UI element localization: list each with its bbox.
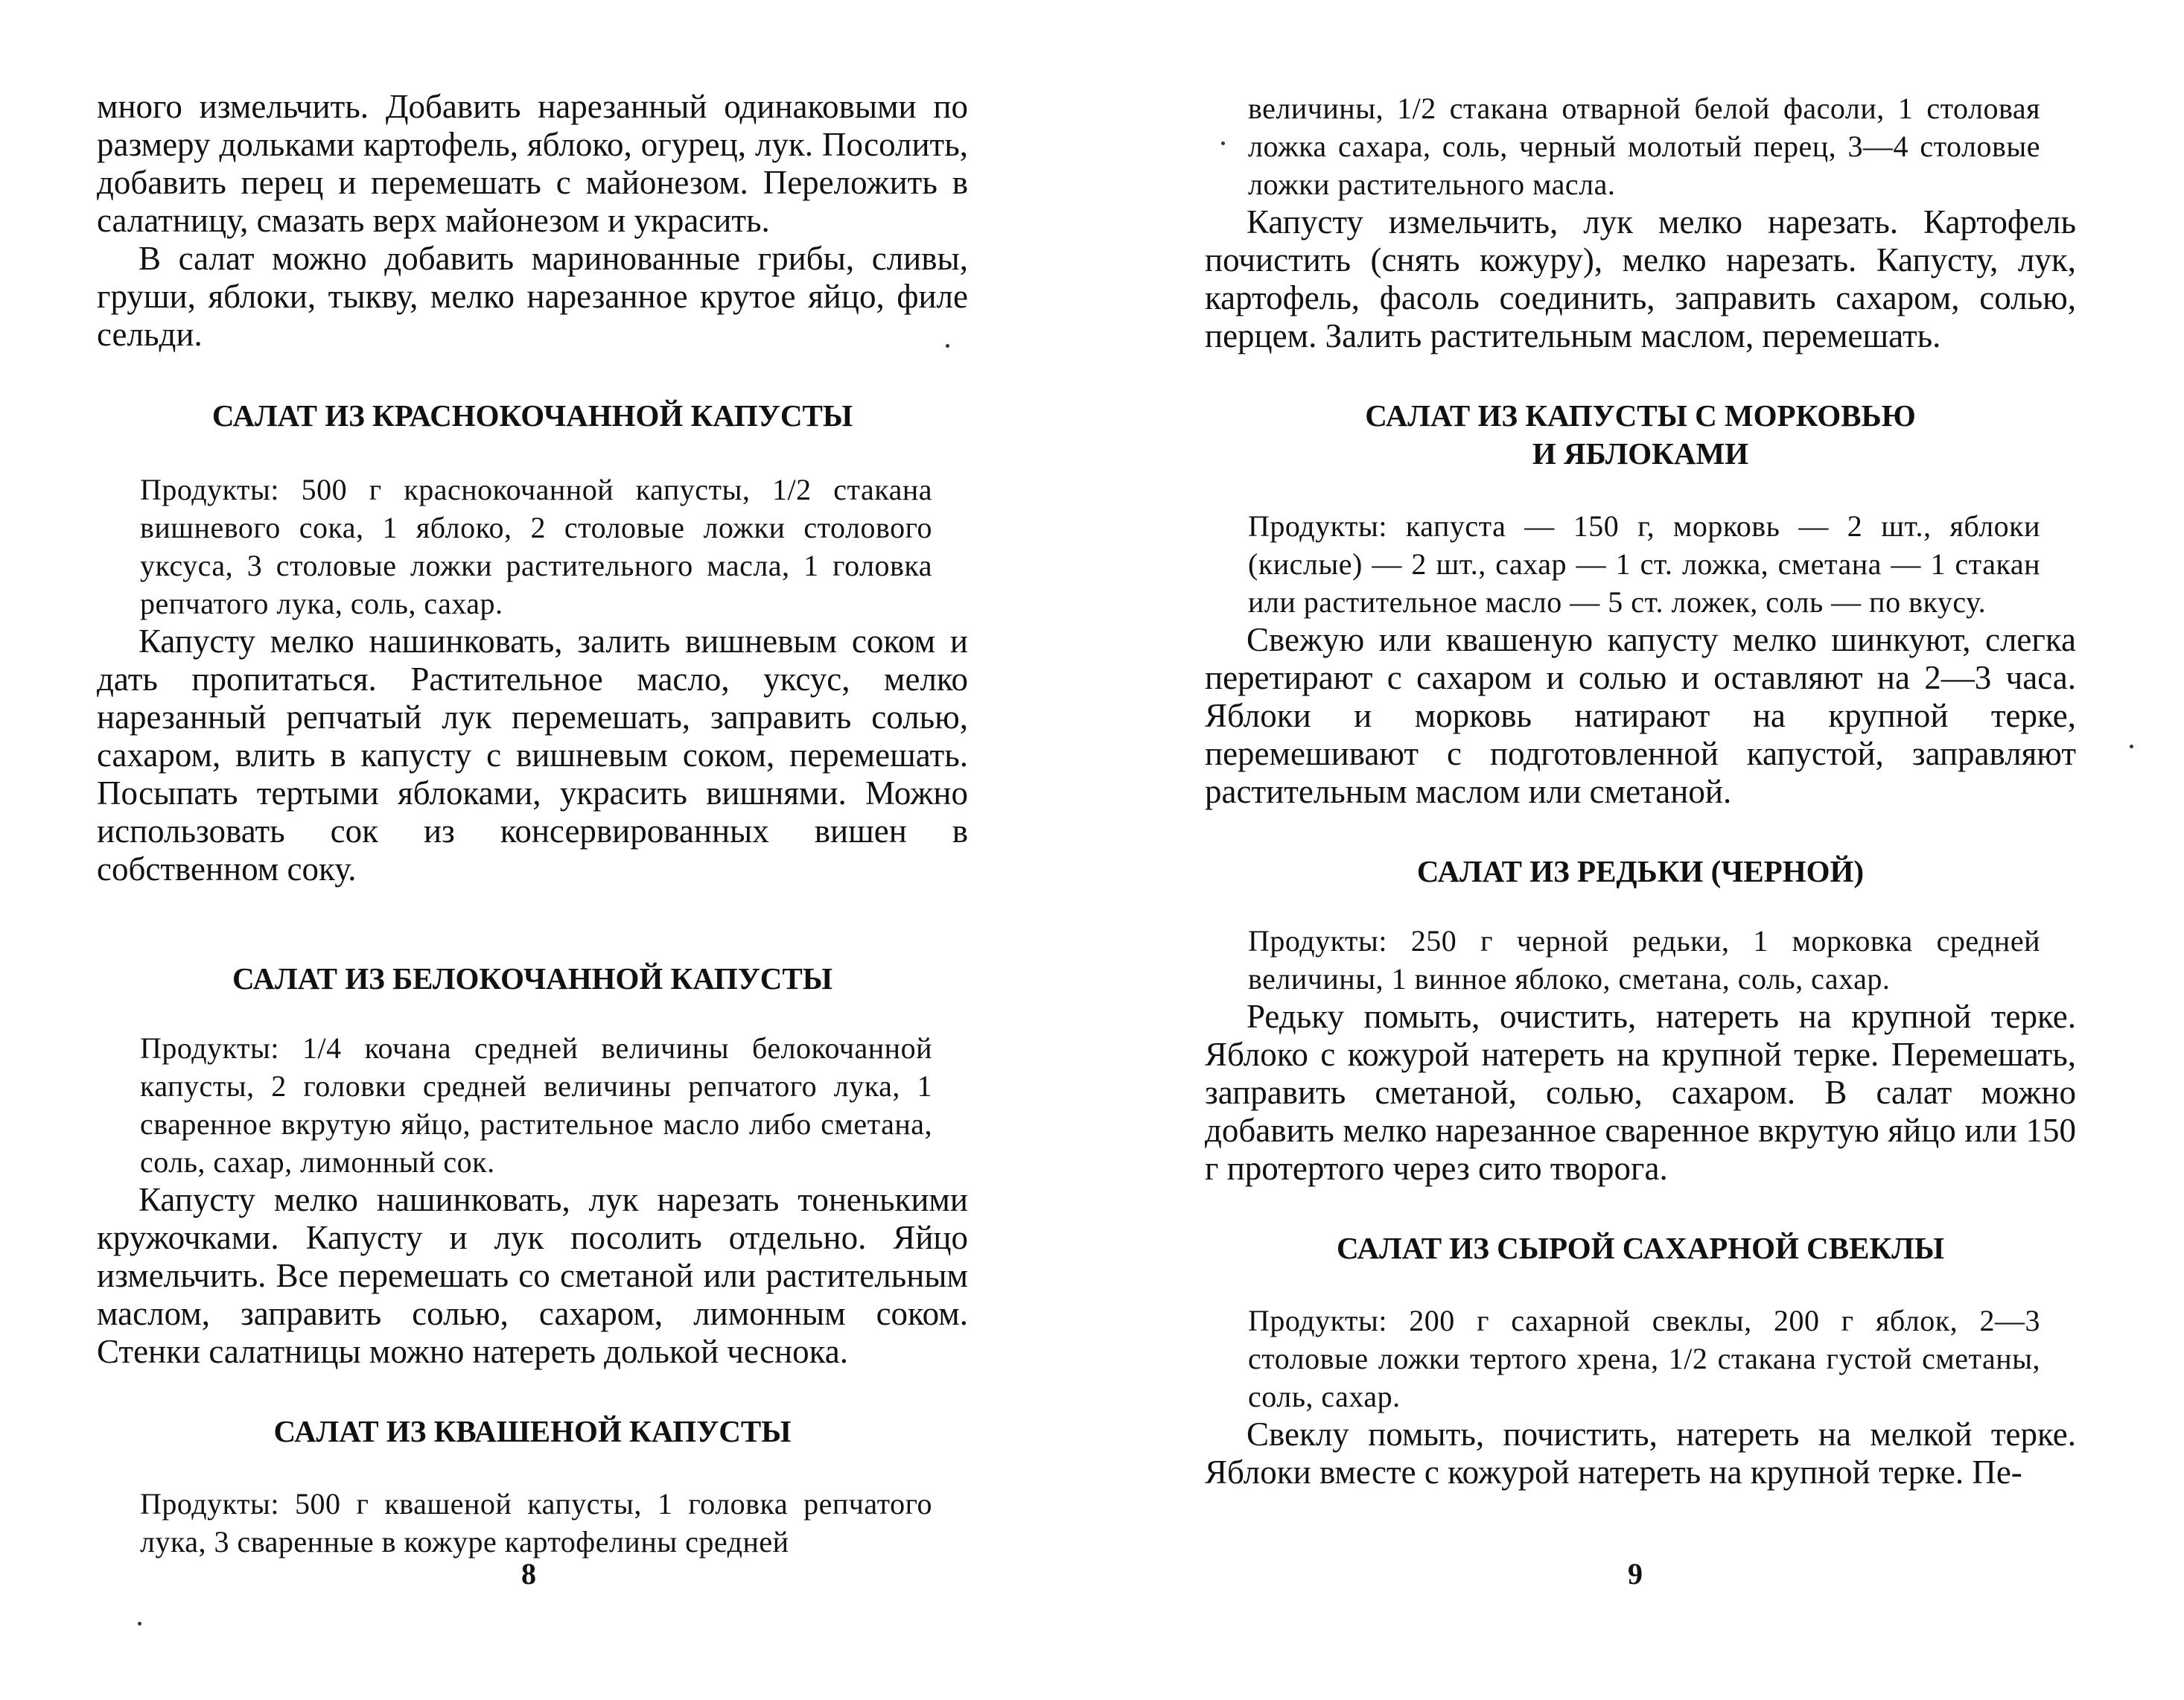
recipe-method-raw-sugar-beet: Свеклу помыть, почистить, натереть на мелкой терке. Яблоки вместе с кожурой натереть на крупной терке. Пе- — [1205, 1416, 2076, 1491]
recipe-title-line-1: САЛАТ ИЗ КАПУСТЫ С МОРКОВЬЮ — [1365, 398, 1916, 433]
recipe-title-red-cabbage: САЛАТ ИЗ КРАСНОКОЧАННОЙ КАПУСТЫ — [211, 398, 853, 433]
right-column — [1205, 89, 2076, 1492]
recipe-title-black-radish: САЛАТ ИЗ РЕДЬКИ (ЧЕРНОЙ) — [1416, 854, 1865, 888]
recipe-method-red-cabbage: Капусту мелко нашинковать, залить вишневым соком и дать пропитаться. Растительное масло, уксус, мелко нарезанный репчатый лук перемешать, заправить солью, сахаром, влить в капусту с вишневым соком, перемешать. Посыпать тертыми яблоками, украсить вишнями. Можно использовать сок из консервированных вишен в собственном соку. — [97, 623, 968, 888]
continued-method-sauerkraut: Капусту измельчить, лук мелко нарезать. Картофель почистить (снять кожуру), мелко нарезать. Капусту, лук, картофель, фасоль соединить, заправить сахаром, солью, перцем. Залить растительным маслом, перемешать. — [1205, 203, 2076, 354]
left-column — [97, 88, 968, 1561]
recipe-products-raw-sugar-beet: Продукты: 200 г сахарной свеклы, 200 г яблок, 2—3 столовые ложки тертого хрена, 1/2 стакана густой сметаны, соль, сахар. — [1248, 1304, 2040, 1413]
intro-paragraph-2: В салат можно добавить маринованные грибы, сливы, груши, яблоки, тыкву, мелко нарезанное крутое яйцо, филе сельди. — [97, 240, 968, 353]
continued-products-sauerkraut: величины, 1/2 стакана отварной белой фасоли, 1 столовая ложка сахара, соль, черный молотый перец, 3—4 столовые ложки растительного масла. — [1248, 92, 2040, 201]
recipe-products-cabbage-carrot-apple: Продукты: капуста — 150 г, морковь — 2 шт., яблоки (кислые) — 2 шт., сахар — 1 ст. ложка, сметана — 1 стакан или растительное масло — 5 ст. ложек, соль — по вкусу. — [1248, 509, 2040, 619]
right-page — [1092, 0, 2184, 1700]
recipe-products-red-cabbage: Продукты: 500 г краснокочанной капусты, 1/2 стакана вишневого сока, 1 яблоко, 2 столовые ложки столового уксуса, 3 столовые ложки растительного масла, 1 головка репчатого лука, соль, сахар. — [140, 473, 932, 620]
recipe-method-white-cabbage: Капусту мелко нашинковать, лук нарезать тоненькими кружочками. Капусту и лук посолить отдельно. Яйцо измельчить. Все перемешать со сметаной или растительным маслом, заправить солью, сахаром, лимонным соком. Стенки салатницы можно натереть долькой чеснока. — [97, 1181, 968, 1370]
recipe-products-white-cabbage: Продукты: 1/4 кочана средней величины белокочанной капусты, 2 головки средней величины репчатого лука, 1 сваренное вкрутую яйцо, растительное масло либо сметана, соль, сахар, лимонный сок. — [140, 1031, 932, 1179]
scan-speck — [2130, 745, 2133, 748]
recipe-title-white-cabbage: САЛАТ ИЗ БЕЛОКОЧАННОЙ КАПУСТЫ — [232, 961, 833, 996]
recipe-title-sauerkraut: САЛАТ ИЗ КВАШЕНОЙ КАПУСТЫ — [273, 1414, 792, 1448]
recipe-method-black-radish: Редьку помыть, очистить, натереть на крупной терке. Яблоко с кожурой натереть на крупной терке. Перемешать, заправить сметаной, солью, сахаром. В салат можно добавить мелко нарезанное сваренное вкрутую яйцо или 150 г протертого через сито творога. — [1205, 998, 2076, 1187]
page-number-left: 8 — [521, 1557, 536, 1591]
recipe-title-raw-sugar-beet: САЛАТ ИЗ СЫРОЙ САХАРНОЙ СВЕКЛЫ — [1336, 1231, 1945, 1265]
recipe-title-line-2: И ЯБЛОКАМИ — [1532, 436, 1749, 471]
scan-speck — [138, 1622, 141, 1626]
recipe-products-black-radish: Продукты: 250 г черной редьки, 1 морковка средней величины, 1 винное яблоко, сметана, соль, сахар. — [1248, 924, 2040, 996]
intro-paragraph-1: много измельчить. Добавить нарезанный одинаковыми по размеру дольками картофель, яблоко, огурец, лук. Посолить, добавить перец и перемешать с майонезом. Переложить в салатницу, смазать верх майонезом и украсить. — [97, 88, 968, 239]
scan-speck — [1221, 141, 1225, 145]
recipe-products-sauerkraut: Продукты: 500 г квашеной капусты, 1 головка репчатого лука, 3 сваренные в кожуре картофелины средней — [140, 1487, 932, 1559]
recipe-title-cabbage-carrot-apple — [1205, 397, 2076, 473]
recipe-method-cabbage-carrot-apple: Свежую или квашеную капусту мелко шинкуют, слегка перетирают с сахаром и солью и оставляют на 2—3 часа. Яблоки и морковь натирают на крупной терке, перемешивают с подготовленной капустой, заправляют растительным маслом или сметаной. — [1205, 621, 2076, 810]
page-number-right: 9 — [1628, 1557, 1643, 1591]
scan-speck — [946, 344, 949, 348]
